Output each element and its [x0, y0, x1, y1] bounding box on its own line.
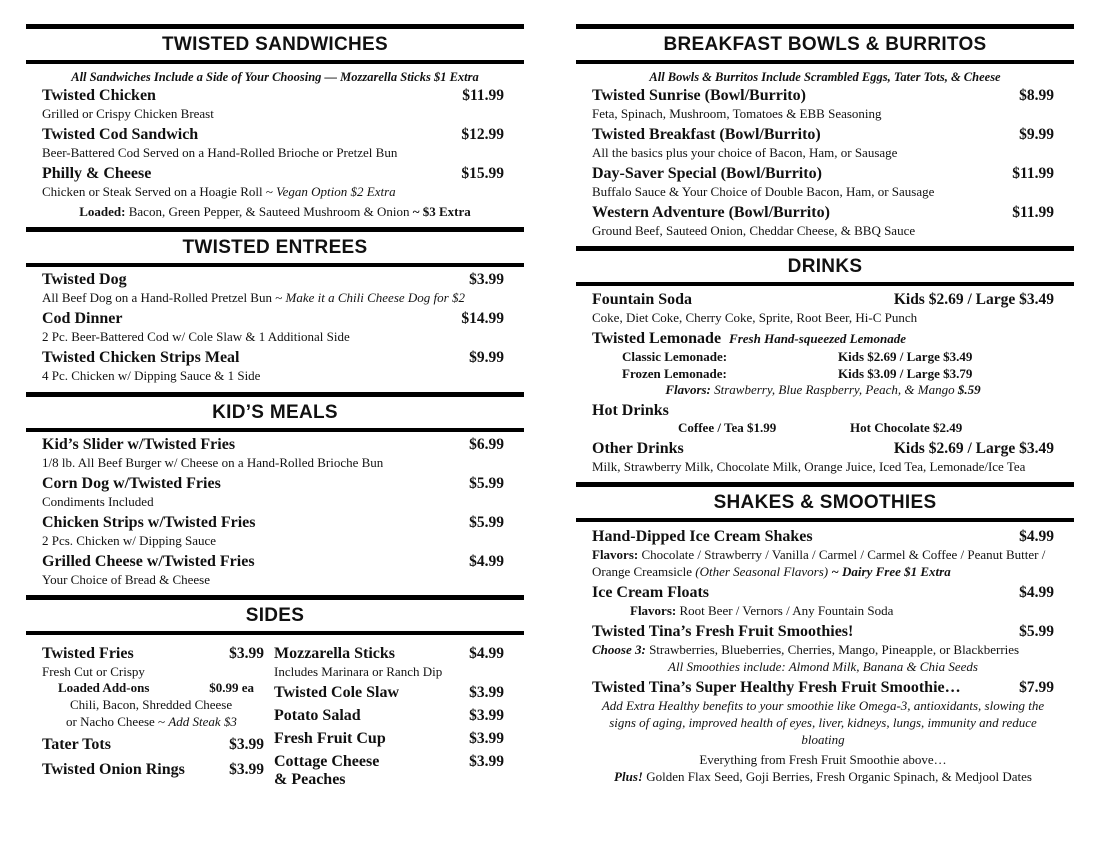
menu-item	[576, 126, 1074, 161]
shake-flavors: Flavors: Chocolate / Strawberry / Vanilla / Carmel / Carmel & Coffee / Peanut Butter / Orange Creamsicle (Other Seasonal Flavors) ~ Dairy Free $1 Extra	[592, 547, 1046, 579]
loaded-addons: Loaded Add-ons $0.99 ea	[58, 680, 254, 695]
menu-item-hot-drinks	[576, 402, 1074, 436]
item-description: Fresh Cut or Crispy	[42, 664, 145, 679]
addons-list: Chili, Bacon, Shredded Cheese	[70, 697, 233, 712]
item-name: Cod Dinner	[42, 310, 123, 327]
item-description: 2 Pc. Beer-Battered Cod w/ Cole Slaw & 1 Additional Side	[42, 329, 350, 344]
item-description: Condiments Included	[42, 494, 154, 509]
smoothie-plus: Plus! Golden Flax Seed, Goji Berries, Fresh Organic Spinach, & Medjool Dates	[614, 769, 1032, 784]
item-name: Other Drinks	[592, 440, 684, 457]
section-header-shakes: SHAKES & SMOOTHIES	[576, 482, 1074, 522]
item-description: All the basics plus your choice of Bacon, Ham, or Sausage	[592, 145, 898, 160]
menu-item	[576, 528, 1074, 580]
item-description: Grilled or Crispy Chicken Breast	[42, 106, 214, 121]
item-description: Buffalo Sauce & Your Choice of Double Bacon, Ham, or Sausage	[592, 184, 935, 199]
item-description: 2 Pcs. Chicken w/ Dipping Sauce	[42, 533, 217, 548]
menu-item	[26, 436, 524, 471]
item-price: $14.99	[461, 310, 504, 327]
smoothie-choices: Choose 3: Strawberries, Blueberries, Cherries, Mango, Pineapple, or Blackberries	[592, 642, 1020, 657]
section-header-sandwiches: TWISTED SANDWICHES	[26, 24, 524, 64]
item-description: Chicken or Steak Served on a Hoagie Roll ~ Vegan Option $2 Extra	[42, 184, 396, 199]
item-price: $3.99	[469, 707, 504, 724]
item-name: Twisted Lemonade	[592, 330, 722, 347]
item-name: Twisted Cod Sandwich	[42, 126, 199, 143]
item-name: Philly & Cheese	[42, 165, 152, 182]
right-menu-column	[576, 24, 1074, 785]
item-price: $3.99	[229, 645, 264, 662]
section-header-entrees: TWISTED ENTREES	[26, 227, 524, 267]
item-price: $5.99	[469, 514, 504, 531]
section-header-kids-meals: KID’S MEALS	[26, 392, 524, 432]
item-name: Chicken Strips w/Twisted Fries	[42, 514, 256, 531]
item-price: $11.99	[1012, 165, 1054, 182]
menu-item	[26, 126, 524, 161]
sides-list	[26, 645, 524, 789]
item-name: Twisted Tina’s Super Healthy Fresh Fruit Smoothie…	[592, 679, 961, 696]
breakfast-note: All Bowls & Burritos Include Scrambled Eggs, Tater Tots, & Cheese	[649, 70, 1001, 84]
item-price: $4.99	[1019, 528, 1054, 545]
item-price: $3.99	[469, 753, 504, 770]
lemonade-flavors: Flavors: Strawberry, Blue Raspberry, Peach, & Mango $.59	[665, 382, 981, 397]
item-price: Kids $2.69 / Large $3.49	[893, 440, 1054, 457]
item-name: Twisted Chicken	[42, 87, 156, 104]
item-name: Hand-Dipped Ice Cream Shakes	[592, 528, 813, 545]
item-price: Kids $2.69 / Large $3.49	[893, 291, 1054, 308]
smoothie-everything: Everything from Fresh Fruit Smoothie above…	[699, 752, 947, 767]
item-price: $9.99	[1019, 126, 1054, 143]
item-name: Twisted Chicken Strips Meal	[42, 349, 240, 366]
item-price: $12.99	[461, 126, 504, 143]
item-name: Ice Cream Floats	[592, 584, 709, 601]
item-name: Fresh Fruit Cup	[274, 730, 386, 747]
item-description: Beer-Battered Cod Served on a Hand-Rolled Brioche or Pretzel Bun	[42, 145, 398, 160]
item-name-continued: & Peaches	[274, 771, 346, 788]
menu-item	[26, 165, 524, 200]
item-price: $3.99	[469, 271, 504, 288]
section-header-breakfast: BREAKFAST BOWLS & BURRITOS	[576, 24, 1074, 64]
menu-item	[26, 87, 524, 122]
float-flavors: Flavors: Root Beer / Vernors / Any Fountain Soda	[630, 603, 894, 618]
menu-item	[576, 679, 1074, 785]
menu-item	[576, 623, 1074, 675]
item-description: Add Extra Healthy benefits to your smoothie like Omega-3, antioxidants, slowing the signs of aging, improved health of eyes, liver, kidneys, lungs, immunity and reduce bloating	[601, 698, 1045, 747]
item-description: 1/8 lb. All Beef Burger w/ Cheese on a Hand-Rolled Brioche Bun	[42, 455, 384, 470]
item-name: Twisted Onion Rings	[42, 761, 185, 778]
lemonade-note: Fresh Hand-squeezed Lemonade	[729, 331, 906, 346]
menu-item	[576, 165, 1074, 200]
item-name: Western Adventure (Bowl/Burrito)	[592, 204, 830, 221]
loaded-upgrade-note: Loaded: Bacon, Green Pepper, & Sauteed Mushroom & Onion ~ $3 Extra	[79, 204, 471, 219]
item-price: $3.99	[469, 730, 504, 747]
item-price: $4.99	[1019, 584, 1054, 601]
item-price: $15.99	[461, 165, 504, 182]
left-menu-column	[26, 24, 524, 789]
item-description: Coke, Diet Coke, Cherry Coke, Sprite, Root Beer, Hi-C Punch	[592, 310, 918, 325]
menu-item	[576, 440, 1074, 475]
menu-item-lemonade	[576, 330, 1074, 398]
item-name: Twisted Breakfast (Bowl/Burrito)	[592, 126, 821, 143]
menu-item	[576, 291, 1074, 326]
item-name: Twisted Tina’s Fresh Fruit Smoothies!	[592, 623, 854, 640]
item-name: Twisted Fries	[42, 645, 134, 662]
item-price: $11.99	[1012, 204, 1054, 221]
menu-item	[576, 204, 1074, 239]
item-price: $11.99	[462, 87, 504, 104]
item-name: Potato Salad	[274, 707, 361, 724]
menu-item	[26, 475, 524, 510]
menu-item	[26, 310, 524, 345]
item-description: Feta, Spinach, Mushroom, Tomatoes & EBB Seasoning	[592, 106, 882, 121]
menu-item	[576, 87, 1074, 122]
item-description: All Beef Dog on a Hand-Rolled Pretzel Bun ~ Make it a Chili Cheese Dog for $2	[42, 290, 465, 305]
menu-item	[26, 514, 524, 549]
item-name: Twisted Cole Slaw	[274, 684, 400, 701]
item-description: Your Choice of Bread & Cheese	[42, 572, 211, 587]
item-name: Twisted Sunrise (Bowl/Burrito)	[592, 87, 806, 104]
item-name: Mozzarella Sticks	[274, 645, 396, 662]
menu-item	[576, 584, 1074, 619]
item-description: Milk, Strawberry Milk, Chocolate Milk, Orange Juice, Iced Tea, Lemonade/Ice Tea	[592, 459, 1026, 474]
item-name: Corn Dog w/Twisted Fries	[42, 475, 221, 492]
item-name: Tater Tots	[42, 736, 111, 753]
item-price: $4.99	[469, 645, 504, 662]
item-price: $7.99	[1019, 679, 1054, 696]
item-price: $9.99	[469, 349, 504, 366]
smoothie-includes: All Smoothies include: Almond Milk, Banana & Chia Seeds	[668, 659, 978, 674]
item-price: $8.99	[1019, 87, 1054, 104]
item-name: Cottage Cheese	[274, 753, 380, 770]
menu-item	[26, 271, 524, 306]
item-name: Fountain Soda	[592, 291, 693, 308]
item-description: Ground Beef, Sauteed Onion, Cheddar Cheese, & BBQ Sauce	[592, 223, 916, 238]
item-price: $3.99	[469, 684, 504, 701]
item-name: Day-Saver Special (Bowl/Burrito)	[592, 165, 822, 182]
hot-drink-prices: Coffee / Tea $1.99 Hot Chocolate $2.49	[678, 420, 963, 435]
section-header-sides: SIDES	[26, 595, 524, 635]
item-price: $3.99	[229, 761, 264, 778]
item-name: Kid’s Slider w/Twisted Fries	[42, 436, 236, 453]
item-description: 4 Pc. Chicken w/ Dipping Sauce & 1 Side	[42, 368, 261, 383]
item-price: $5.99	[1019, 623, 1054, 640]
item-description: Includes Marinara or Ranch Dip	[274, 664, 443, 679]
section-header-drinks: DRINKS	[576, 246, 1074, 286]
item-price: $6.99	[469, 436, 504, 453]
item-name: Twisted Dog	[42, 271, 127, 288]
item-price: $3.99	[229, 736, 264, 753]
menu-item	[26, 553, 524, 588]
addons-steak: or Nacho Cheese ~ Add Steak $3	[66, 714, 237, 729]
item-name: Grilled Cheese w/Twisted Fries	[42, 553, 255, 570]
item-price: $4.99	[469, 553, 504, 570]
item-price: $5.99	[469, 475, 504, 492]
lemonade-prices: Classic Lemonade: Kids $2.69 / Large $3.49 Frozen Lemonade: Kids $3.09 / Large $3.79	[622, 349, 973, 381]
item-name: Hot Drinks	[592, 402, 669, 419]
menu-item	[26, 349, 524, 384]
sandwiches-note: All Sandwiches Include a Side of Your Choosing — Mozzarella Sticks $1 Extra	[71, 70, 479, 84]
